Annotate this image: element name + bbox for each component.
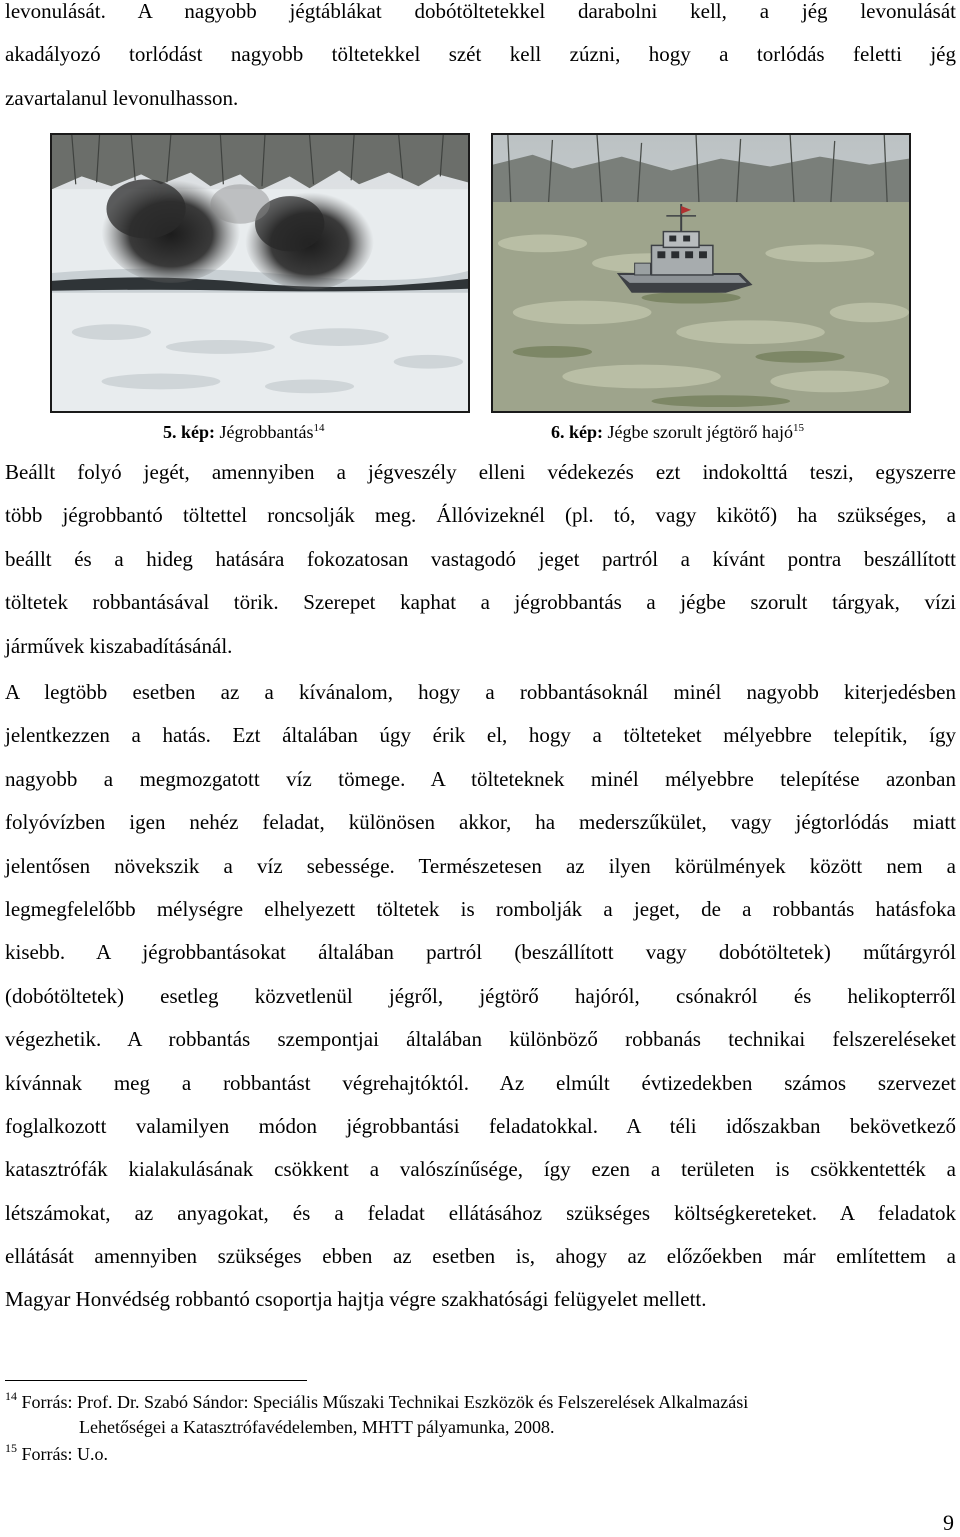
photo-icebreaker-boat xyxy=(491,133,911,413)
text-line: jelentkezzen a hatás. Ezt általában úgy érik el, hogy a tölteteket mélyebbre telepítik, így xyxy=(5,723,956,748)
text-line: (dobótöltetek) esetleg közvetlenül jégről, jégtörő hajóról, csónakról és helikopterről xyxy=(5,983,956,1008)
ice-blasting-image xyxy=(52,135,468,411)
text-line: legmegfelelőbb mélységre elhelyezett töltetek is rombolják a jeget, de a robbantás hatásfoka xyxy=(5,896,956,921)
text-line: töltetek robbantásával törik. Szerepet kaphat a jégrobbantás a jégbe szorult tárgyak, vízi xyxy=(5,590,956,615)
icebreaker-boat-image xyxy=(493,135,909,411)
page-number: 9 xyxy=(943,1510,954,1535)
text-line: ellátását amennyiben szükséges ebben az esetben is, ahogy az előzőekben már említettem a xyxy=(5,1244,956,1269)
footnote-number: 14 xyxy=(5,1389,17,1403)
text-line: A legtöbb esetben az a kívánalom, hogy a robbantásoknál minél nagyobb kiterjedésben xyxy=(5,680,956,704)
text-line: beállt és a hideg hatására fokozatosan vastagodó jeget partról a kívánt pontra beszállított xyxy=(5,546,956,571)
text-line: kívánnak meg a robbantást végrehajtóktól. Az elmúlt évtizedekben számos szervezet xyxy=(5,1070,956,1095)
figure-caption-text: Jégrobbantás xyxy=(219,422,314,442)
footnote-text-continued: Lehetőségei a Katasztrófavédelemben, MHTT pályamunka, 2008. xyxy=(79,1417,555,1437)
figure-caption-text: Jégbe szorult jégtörő hajó xyxy=(607,422,793,442)
text-line: járművek kiszabadításánál. xyxy=(5,633,233,658)
text-line: Magyar Honvédség robbantó csoportja hajtja végre szakhatósági felügyelet mellett. xyxy=(5,1287,707,1312)
text-line: levonulását. A nagyobb jégtáblákat dobótöltetekkel darabolni kell, a jég levonulását xyxy=(5,0,956,23)
paragraph-top xyxy=(5,0,956,120)
text-line: akadályozó torlódást nagyobb töltetekkel szét kell zúzni, hogy a torlódás feletti jég xyxy=(5,42,956,67)
text-line: létszámokat, az anyagokat, és a feladat ellátásához szükséges költségkereteket. A feladatok xyxy=(5,1200,956,1225)
footnote-text: Forrás: U.o. xyxy=(21,1444,108,1464)
footnote-separator xyxy=(5,1380,307,1381)
text-line: katasztrófák kialakulásának csökkent a valószínűsége, így ezen a területen is csökkentették a xyxy=(5,1157,956,1182)
figure-label: 6. kép: xyxy=(551,422,604,442)
figure-caption-5 xyxy=(163,420,325,444)
text-line: folyóvízben igen nehéz feladat, különösen akkor, ha mederszűkület, vagy jégtorlódás miatt xyxy=(5,810,956,835)
photo-ice-blasting xyxy=(50,133,470,413)
paragraph-third xyxy=(5,671,956,1322)
paragraph-second xyxy=(5,451,956,668)
text-line: több jégrobbantó töltettel roncsolják meg. Állóvizeknél (pl. tó, vagy kikötő) ha szükséges, a xyxy=(5,503,956,528)
text-line: végezhetik. A robbantás szempontjai általában különböző robbanás technikai felszereléseket xyxy=(5,1027,956,1052)
figure-caption-6 xyxy=(551,420,804,444)
text-line: zavartalanul levonulhasson. xyxy=(5,85,239,110)
footnote-number: 15 xyxy=(5,1441,17,1455)
footnote-14 xyxy=(5,1390,935,1440)
footnote-15 xyxy=(5,1442,935,1467)
figure-label: 5. kép: xyxy=(163,422,216,442)
text-line: foglalkozott valamilyen módon jégrobbantási feladatokkal. A téli időszakban bekövetkező xyxy=(5,1113,956,1138)
text-line: jelentősen növekszik a víz sebessége. Természetesen az ilyen körülmények között nem a xyxy=(5,853,956,878)
footnote-ref: 14 xyxy=(313,422,325,434)
footnote-text: Forrás: Prof. Dr. Szabó Sándor: Speciális Műszaki Technikai Eszközök és Felszerelések Alkalmazási xyxy=(21,1392,749,1412)
text-line: Beállt folyó jegét, amennyiben a jégveszély elleni védekezés ezt indokolttá teszi, egyszerre xyxy=(5,460,956,484)
footnote-ref: 15 xyxy=(792,422,804,434)
text-line: kisebb. A jégrobbantásokat általában partról (beszállított vagy dobótöltetek) műtárgyról xyxy=(5,940,956,965)
text-line: nagyobb a megmozgatott víz tömege. A tölteteknek minél mélyebbre telepítése azonban xyxy=(5,766,956,791)
